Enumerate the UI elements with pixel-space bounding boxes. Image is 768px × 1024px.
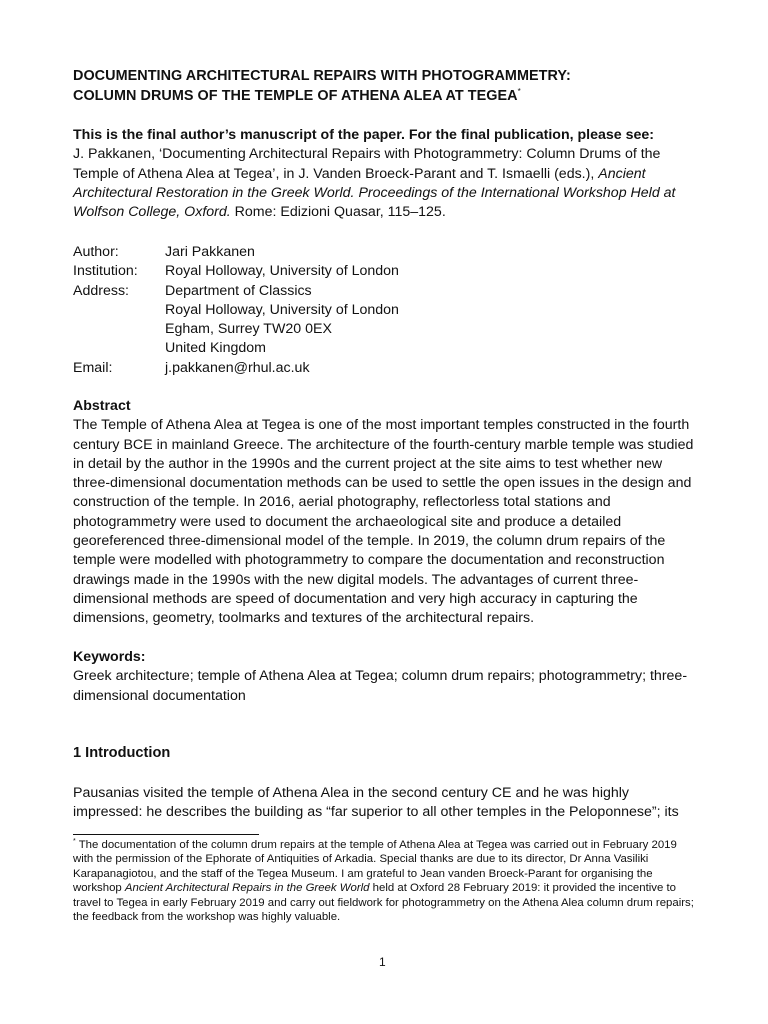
citation-part-2: Rome: Edizioni Quasar, 115–125. xyxy=(230,204,446,221)
footnote-text-2: held at Oxford 28 February 2019: it provided the incentive to travel to Tegea in early February 2019 and carry out fieldwork for photogrammetry on the Athena Alea column drum repairs; the feedback from the workshop was highly valuable. xyxy=(73,882,694,924)
title-line-2-text: COLUMN DRUMS OF THE TEMPLE OF ATHENA ALEA AT TEGEA xyxy=(73,88,518,104)
footnote-divider xyxy=(73,834,259,835)
address-line-2: Royal Holloway, University of London xyxy=(165,301,399,318)
citation-part-1: J. Pakkanen, ‘Documenting Architectural Repairs with Photogrammetry: Column Drums of the Temple of Athena Alea at Tegea’, in J. Vanden Broeck-Parant and T. Ismaelli (eds.), xyxy=(73,146,661,182)
keywords-text: Greek architecture; temple of Athena Alea at Tegea; column drum repairs; photogrammetry; three-dimensional documentation xyxy=(73,668,688,704)
citation-book-title: Ancient Architectural Restoration in the Greek World. Proceedings of the International Workshop Held at Wolfson College, Oxford. xyxy=(73,165,676,221)
footnote xyxy=(73,838,695,924)
address-row-4 xyxy=(73,339,399,358)
email-row xyxy=(73,359,399,378)
email-value[interactable]: j.pakkanen@rhul.ac.uk xyxy=(165,359,310,376)
footnote-marker: * xyxy=(73,838,76,846)
title-line-2 xyxy=(73,86,695,106)
abstract-section xyxy=(73,397,695,629)
institution-label: Institution: xyxy=(73,263,138,280)
author-label: Author: xyxy=(73,244,119,260)
manuscript-note-heading: This is the final author’s manuscript of the paper. For the final publication, please see: xyxy=(73,127,655,143)
introduction-heading: 1 Introduction xyxy=(73,745,171,761)
title-line-1: DOCUMENTING ARCHITECTURAL REPAIRS WITH PHOTOGRAMMETRY: xyxy=(73,68,571,84)
introduction-text: Pausanias visited the temple of Athena Alea in the second century CE and he was highly impressed: he describes the building as “far superior to all other temples in the Peloponnese”; its xyxy=(73,785,679,821)
address-row-2 xyxy=(73,301,399,320)
abstract-heading: Abstract xyxy=(73,398,131,414)
footnote-workshop-title: Ancient Architectural Repairs in the Greek World xyxy=(124,882,370,895)
author-value: Jari Pakkanen xyxy=(165,244,255,260)
address-line-1: Department of Classics xyxy=(165,282,312,299)
citation xyxy=(73,145,695,222)
footnote-text-1: The documentation of the column drum repairs at the temple of Athena Alea at Tegea was carried out in February 2019 with the permission of the Ephorate of Antiquities of Arkadia. Special thanks are due to its director, Dr Anna Vasiliki Karapanagiotou, and the staff of the Tegea Museum. I am grateful to Jean vanden Broeck-Parant for organising the workshop xyxy=(73,839,677,895)
address-line-4: United Kingdom xyxy=(165,340,266,357)
page-number: 1 xyxy=(379,955,386,969)
keywords-section xyxy=(73,648,695,706)
title-footnote-marker: * xyxy=(517,87,521,97)
institution-row xyxy=(73,262,399,281)
address-label: Address: xyxy=(73,282,129,299)
abstract-text: The Temple of Athena Alea at Tegea is one of the most important temples constructed in the fourth century BCE in mainland Greece. The architecture of the fourth-century marble temple was studied in detail by the author in the 1990s and the current project at the site aims to test whether new three-dimensional documentation methods can be used to settle the open issues in the design and construction of the temple. In 2016, aerial photography, reflectorless total stations and photogrammetry were used to document the archaeological site and produce a detailed georeferenced three-dimensional model of the temple. In 2019, the column drum repairs of the temple were modelled with photogrammetry to compare the documentation and reconstruction drawings made in the 1990s with the new digital models. The advantages of current three-dimensional methods are speed of documentation and very high accuracy in capturing the dimensions, geometry, toolmarks and textures of the architectural repairs. xyxy=(73,417,694,627)
address-line-3: Egham, Surrey TW20 0EX xyxy=(165,321,332,338)
author-info xyxy=(73,243,399,378)
address-row xyxy=(73,282,399,301)
keywords-heading: Keywords: xyxy=(73,649,146,665)
paper-title xyxy=(73,66,695,106)
manuscript-note xyxy=(73,126,695,222)
author-row xyxy=(73,243,399,262)
email-label: Email: xyxy=(73,359,113,376)
institution-value: Royal Holloway, University of London xyxy=(165,263,399,280)
address-row-3 xyxy=(73,320,399,339)
